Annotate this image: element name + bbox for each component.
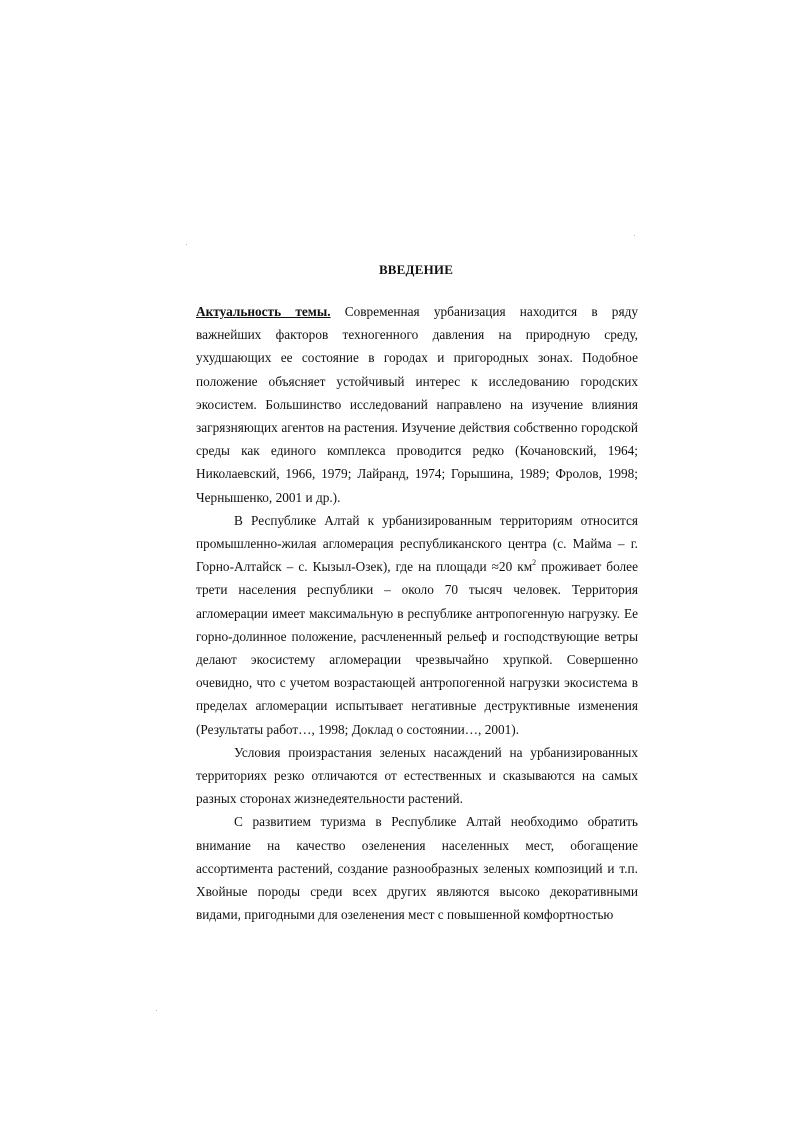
body-text bbox=[196, 300, 638, 926]
paragraph-relevance bbox=[196, 300, 638, 509]
paragraph-text: Условия произрастания зеленых насаждений на урбанизированных территориях резко отличаются от естественных и сказываются на самых разных сторонах жизнедеятельности растений. bbox=[196, 744, 638, 807]
paragraph-text: С развитием туризма в Республике Алтай необходимо обратить внимание на качество озеленения населенных мест, обогащение ассортимента растений, создание разнообразных зеленых композиций и т.п. Хвойные породы среди всех других являются высоко декоративными видами, пригодными для озеленения мест с повышенной комфортностью bbox=[196, 814, 638, 923]
paragraph-text: В Республике Алтай к урбанизированным территориям относится промышленно-жилая агломерация республиканского центра (с. Майма – г. Горно-Алтайск – с. Кызыл-Озек), где на площади ≈20 км bbox=[196, 512, 638, 575]
paragraph-growth-conditions bbox=[196, 741, 638, 811]
paragraph-tourism bbox=[196, 810, 638, 926]
page-title: ВВЕДЕНИЕ bbox=[378, 262, 454, 277]
paragraph-text: Современная урбанизация находится в ряду важнейших факторов техногенного давления на природную среду, ухудшающих ее состояние в городах и пригородных зонах. Подобное положение объясняет устойчивый интерес к исследованию городских экосистем. Большинство исследований направлено на изучение влияния загрязняющих агентов на растения. Изучение действия собственно городской среды как единого комплекса проводится редко (Кочановский, 1964; Николаевский, 1966, 1979; Лайранд, 1974; Горышина, 1989; Фролов, 1998; Чернышенко, 2001 и др.). bbox=[196, 304, 638, 505]
scan-speck bbox=[634, 235, 635, 236]
scan-speck bbox=[156, 1010, 157, 1011]
paragraph-text-continued: проживает более трети населения республики – около 70 тысяч человек. Территория агломерации имеет максимальную в республике антропогенную нагрузку. Ее горно-долинное положение, расчлененный рельеф и господствующие ветры делают экосистему агломерации чрезвычайно хрупкой. Совершенно очевидно, что с учетом возрастающей антропогенной нагрузки экосистема в пределах агломерации испытывает негативные деструктивные изменения (Результаты работ…, 1998; Доклад о состоянии…, 2001). bbox=[196, 559, 638, 737]
scan-speck bbox=[186, 244, 187, 245]
relevance-heading: Актуальность темы. bbox=[196, 304, 331, 319]
paragraph-altai-agglomeration bbox=[196, 509, 638, 741]
area-superscript: 2 bbox=[532, 558, 537, 568]
